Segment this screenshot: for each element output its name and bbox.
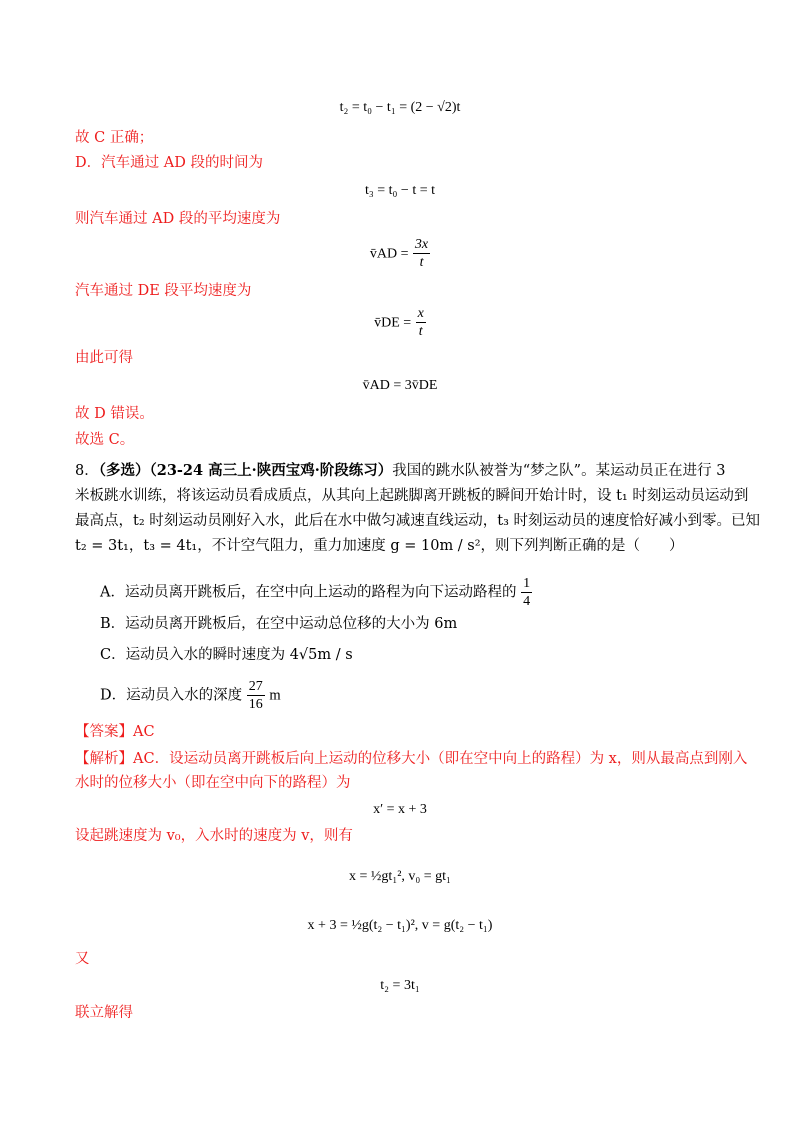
equation-text: t₃ = t₀ − t = t bbox=[364, 183, 435, 198]
question-tag: （多选）（23-24 高三上·陕西宝鸡·阶段练习） bbox=[98, 462, 393, 479]
question-8-line-3: 最高点，t₂ 时刻运动员刚好入水，此后在水中做匀减速直线运动，t₃ 时刻运动员的速度恰好减小到零。已知 bbox=[75, 513, 760, 529]
answer-line: 【答案】AC bbox=[75, 724, 155, 740]
text-also: 又 bbox=[75, 951, 90, 967]
option-d-text: D．运动员入水的深度 bbox=[100, 687, 243, 704]
analysis-line-2: 水时的位移大小（即在空中向下的路程）为 bbox=[75, 775, 351, 791]
question-text: 我国的跳水队被誉为“梦之队”。某运动员正在进行 3 bbox=[392, 463, 726, 479]
option-a-fraction bbox=[521, 575, 532, 610]
text-hence: 由此可得 bbox=[75, 350, 133, 366]
numerator: 1 bbox=[523, 576, 531, 591]
equation-xprime bbox=[0, 799, 800, 820]
question-8-line-1 bbox=[75, 461, 725, 481]
denominator: 4 bbox=[523, 594, 531, 609]
denominator: 16 bbox=[248, 697, 263, 712]
equation-t3 bbox=[0, 180, 800, 201]
equation-x-v0 bbox=[0, 866, 800, 887]
equation-text: x + 3 = ½g(t₂ − t₁)², v = g(t₂ − t₁) bbox=[307, 918, 493, 933]
question-number: 8． bbox=[75, 463, 99, 479]
fraction bbox=[413, 236, 430, 271]
option-b: B．运动员离开跳板后，在空中运动总位移的大小为 6m bbox=[100, 616, 458, 632]
equation-t2 bbox=[0, 97, 800, 118]
text-c-correct: 故 C 正确； bbox=[75, 130, 154, 146]
equation-lhs: v̄DE = bbox=[374, 315, 412, 331]
text-d-wrong: 故 D 错误。 bbox=[75, 406, 154, 422]
text-v0: 设起跳速度为 v₀，入水时的速度为 v，则有 bbox=[75, 828, 353, 844]
text-d-intro: D．汽车通过 AD 段的时间为 bbox=[75, 155, 263, 171]
equation-vad-vde bbox=[0, 375, 800, 396]
option-c: C．运动员入水的瞬时速度为 4√5m / s bbox=[100, 647, 353, 663]
numerator: x bbox=[417, 306, 424, 321]
denominator: t bbox=[418, 324, 423, 339]
equation-text: v̄AD = 3v̄DE bbox=[362, 378, 438, 393]
equation-text: x′ = x + 3 bbox=[373, 802, 427, 817]
option-a-text: A．运动员离开跳板后，在空中向上运动的路程为向下运动路程的 bbox=[100, 584, 517, 601]
text-choose-c: 故选 C。 bbox=[75, 432, 135, 448]
question-8-line-2: 米板跳水训练，将该运动员看成质点，从其向上起跳脚离开跳板的瞬间开始计时，设 t₁ 时刻运动员运动到 bbox=[75, 488, 749, 504]
analysis-line-1: 【解析】AC．设运动员离开跳板后向上运动的位移大小（即在空中向上的路程）为 x，则从最高点到刚入 bbox=[75, 751, 748, 767]
text-avg-ad: 则汽车通过 AD 段的平均速度为 bbox=[75, 211, 281, 227]
option-a bbox=[100, 575, 532, 610]
equation-t2-3t1 bbox=[0, 975, 800, 996]
equation-text: t₂ = t₀ − t₁ = (2 − √2)t bbox=[339, 100, 461, 115]
equation-lhs: v̄AD = bbox=[369, 246, 409, 262]
equation-text: t₂ = 3t₁ bbox=[380, 978, 420, 993]
equation-vde bbox=[0, 305, 800, 340]
equation-x3-v bbox=[0, 915, 800, 936]
numerator: 3x bbox=[414, 237, 429, 252]
text-avg-de: 汽车通过 DE 段平均速度为 bbox=[75, 283, 252, 299]
option-d bbox=[100, 678, 281, 713]
question-8-line-4: t₂ = 3t₁，t₃ = 4t₁，不计空气阻力，重力加速度 g = 10m / s²，则下列判断正确的是（ ） bbox=[75, 538, 684, 554]
text-solve: 联立解得 bbox=[75, 1005, 133, 1021]
equation-vad bbox=[0, 236, 800, 271]
numerator: 27 bbox=[248, 679, 263, 694]
equation-text: x = ½gt₁², v₀ = gt₁ bbox=[349, 869, 451, 884]
option-d-fraction bbox=[247, 678, 265, 713]
option-d-unit: m bbox=[269, 687, 281, 704]
fraction bbox=[416, 305, 426, 340]
denominator: t bbox=[419, 255, 424, 270]
